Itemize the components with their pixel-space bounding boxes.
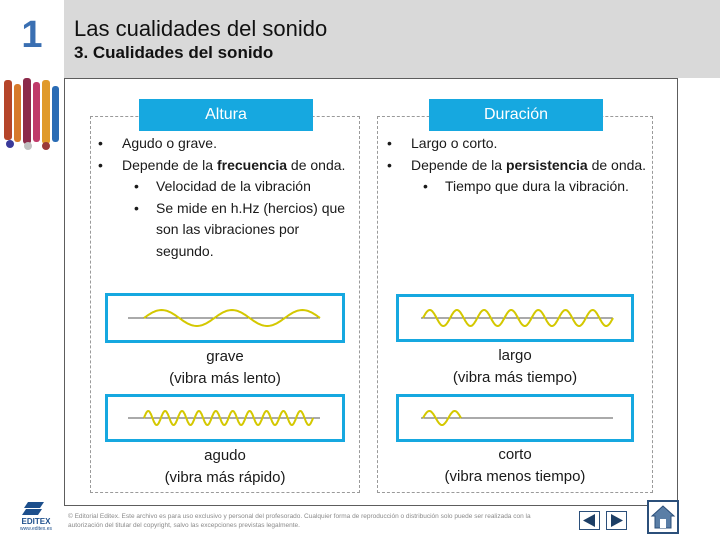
altura-bullets <box>98 133 358 262</box>
home-icon <box>649 502 677 532</box>
duracion-bullets <box>387 133 649 198</box>
bullet-item: • Depende de la persistencia de onda. <box>387 155 649 177</box>
editex-logo-text: EDITEX www.editex.es <box>20 517 52 532</box>
page-subtitle: 3. Cualidades del sonido <box>74 43 274 62</box>
decorative-instruments-image <box>0 78 66 152</box>
bullet-item: • Depende de la frecuencia de onda. <box>98 155 358 177</box>
home-button[interactable] <box>647 500 679 534</box>
sub-bullet-item: • Tiempo que dura la vibración. <box>387 176 649 198</box>
duracion-heading: Duración <box>429 99 603 131</box>
altura-heading: Altura <box>139 99 313 131</box>
corto-caption: corto (vibra menos tiempo) <box>444 446 586 485</box>
bullet-dot: • <box>134 199 139 216</box>
previous-icon <box>580 512 599 529</box>
bullet-item: • Agudo o grave. <box>98 133 358 155</box>
copyright-notice: © Editorial Editex. Este archivo es para uso exclusivo y personal del profesorado. Cualquier forma de reproducción o distribución solo puede ser realizada con la autorización del titular del copyright, salvo las excepciones previstas legalmente. <box>68 513 531 529</box>
wave-illustration <box>399 397 631 439</box>
bullet-item: • Largo o corto. <box>387 133 649 155</box>
sub-bullet-item: • Velocidad de la vibración <box>98 176 358 198</box>
bullet-dot: • <box>387 156 392 173</box>
bullet-dot: • <box>98 156 103 173</box>
emphasis-text: frecuencia <box>216 156 288 173</box>
largo-caption: largo (vibra más tiempo) <box>452 347 578 386</box>
wave-illustration <box>108 397 342 439</box>
emphasis-text: persistencia <box>505 156 588 173</box>
grave-wave-diagram <box>105 293 345 343</box>
page-title: Las cualidades del sonido <box>74 16 328 41</box>
bullet-dot: • <box>423 178 428 194</box>
corto-wave-diagram <box>396 394 634 442</box>
next-button[interactable] <box>606 511 627 530</box>
grave-caption: grave (vibra más lento) <box>169 348 281 387</box>
wave-illustration <box>399 297 631 339</box>
previous-button[interactable] <box>579 511 600 530</box>
wave-illustration <box>108 296 342 340</box>
chapter-number: 1 <box>21 14 43 56</box>
agudo-wave-diagram <box>105 394 345 442</box>
next-icon <box>607 512 626 529</box>
largo-wave-diagram <box>396 294 634 342</box>
agudo-caption: agudo (vibra más rápido) <box>164 447 286 486</box>
bullet-dot: • <box>98 135 103 151</box>
chapter-badge <box>0 0 64 78</box>
bullet-dot: • <box>134 178 139 194</box>
sub-bullet-item: • Se mide en h.Hz (hercios) que son las vibraciones por segundo. <box>134 199 346 259</box>
bullet-dot: • <box>387 135 392 151</box>
